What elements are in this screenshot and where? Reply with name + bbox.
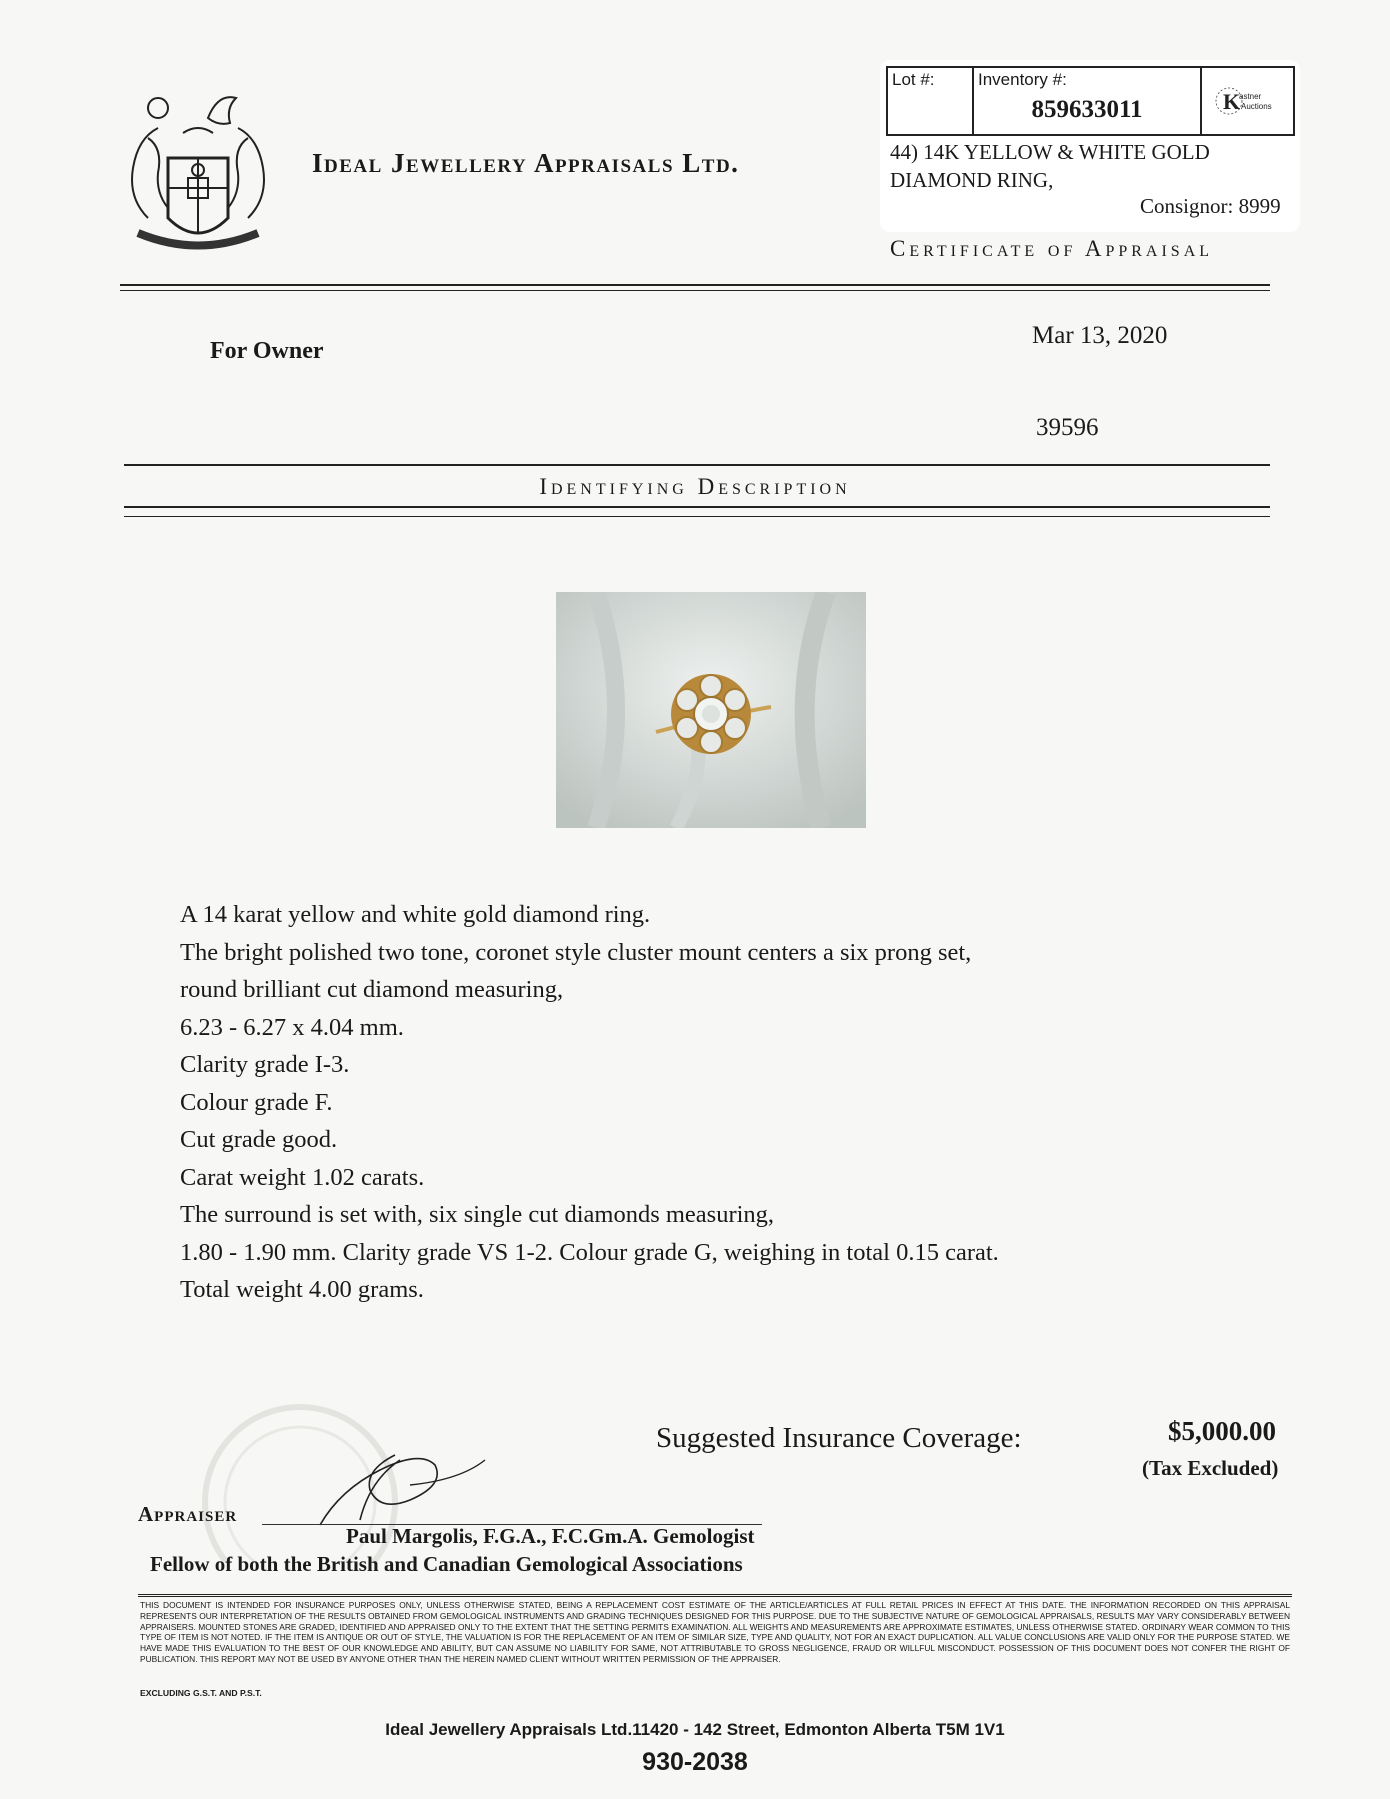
appraisal-date: Mar 13, 2020	[1032, 322, 1168, 349]
ring-photo	[556, 592, 866, 828]
description-line: A 14 karat yellow and white gold diamond ring.	[180, 901, 651, 928]
lot-item-title-line: 44) 14K YELLOW & WHITE GOLD	[890, 140, 1210, 164]
svg-text:astner: astner	[1238, 92, 1261, 101]
crest-logo	[118, 78, 278, 268]
lot-number-cell	[888, 68, 974, 134]
certificate-title: Certificate of Appraisal	[890, 236, 1214, 261]
description-line: Cut grade good.	[180, 1126, 338, 1153]
tax-exclusion: EXCLUDING G.S.T. AND P.S.T.	[140, 1688, 262, 1698]
header-rule-thin	[120, 290, 1270, 291]
footer-phone: 930-2038	[642, 1748, 748, 1776]
header-rule	[120, 284, 1270, 286]
description-line: Carat weight 1.02 carats.	[180, 1163, 425, 1191]
coverage-value: $5,000.00	[1168, 1416, 1276, 1446]
section-title: Identifying Description	[539, 474, 851, 499]
appraiser-label: Appraiser	[138, 1502, 238, 1526]
inventory-cell	[974, 68, 1202, 134]
auction-logo-cell	[1202, 68, 1293, 134]
footer-address: Ideal Jewellery Appraisals Ltd.11420 - 142 Street, Edmonton Alberta T5M 1V1	[385, 1720, 1005, 1739]
lot-box	[886, 66, 1295, 136]
lot-caption: Lot #:	[892, 70, 935, 89]
description-line: Clarity grade I-3.	[180, 1051, 350, 1078]
item-description	[180, 896, 999, 1309]
kastner-auctions-logo	[1213, 81, 1283, 121]
disclaimer-text: THIS DOCUMENT IS INTENDED FOR INSURANCE PURPOSES ONLY, UNLESS OTHERWISE STATED, BEING A REPLACEMENT COST ESTIMATE OF THE ARTICLE/ARTICLES AT FULL RETAIL PRICES IN EFFECT AT THIS DATE. THE INFORMATION RECORDED ON THIS APPRAISAL REPRESENTS OUR INTERPRETATION OF THE RESULTS OBTAINED FROM GEMOLOGICAL INSTRUMENTS AND GRADING TECHNIQUES DESIGNED FOR THIS PURPOSE. DUE TO THE SUBJECTIVE NATURE OF GEMOLOGICAL APPRAISALS, RESULTS MAY VARY CONSIDERABLY BETWEEN APPRAISERS. MOUNTED STONES ARE GRADED, IDENTIFIED AND APPRAISED ONLY TO THE EXTENT THAT THE SETTING PERMITS EXAMINATION. ALL WEIGHTS AND MEASUREMENTS ARE APPROXIMATE ESTIMATES, UNLESS OTHERWISE STATED. ORDINARY WEAR COMMON TO THIS TYPE OF ITEM IS NOT NOTED. IF THE ITEM IS ANTIQUE OR OUT OF STYLE, THE VALUATION IS FOR THE REPLACEMENT OF AN ITEM OF SIMILAR SIZE, TYPE AND QUALITY, NOT FOR AN EXACT DUPLICATION. ALL VALUE CONCLUSIONS ARE VALID ONLY FOR THE PURPOSE STATED. WE HAVE MADE THIS EVALUATION TO THE BEST OF OUR KNOWLEDGE AND ABILITY, BUT CAN ASSUME NO LIABILITY FOR SAME, NOT ATTRIBUTABLE TO GROSS NEGLIGENCE, FRAUD OR WILLFUL MISCONDUCT. POSSESSION OF THIS DOCUMENT DOES NOT CONFER THE RIGHT OF PUBLICATION. THIS REPORT MAY NOT BE USED BY ANYONE OTHER THAN THE HEREIN NAMED CLIENT WITHOUT WRITTEN PERMISSION OF THE APPRAISER.	[140, 1600, 1290, 1664]
description-line: round brilliant cut diamond measuring,	[180, 976, 564, 1003]
consignor: Consignor: 8999	[1140, 194, 1281, 218]
for-owner: For Owner	[210, 338, 324, 364]
lot-item-title-line: DIAMOND RING,	[890, 168, 1054, 192]
description-line: Total weight 4.00 grams.	[180, 1276, 424, 1303]
svg-text:K: K	[1222, 89, 1240, 114]
inventory-caption: Inventory #:	[978, 70, 1067, 89]
description-line: 6.23 - 6.27 x 4.04 mm.	[180, 1013, 404, 1041]
inventory-number: 859633011	[1031, 96, 1143, 123]
appraiser-name: Paul Margolis, F.G.A., F.C.Gm.A. Gemologist	[346, 1524, 755, 1548]
description-line: Colour grade F.	[180, 1088, 333, 1116]
description-line: 1.80 - 1.90 mm. Clarity grade VS 1-2. Colour grade G, weighing in total 0.15 carat.	[180, 1238, 999, 1266]
section-rule-top	[124, 464, 1270, 466]
description-line: The surround is set with, six single cut diamonds measuring,	[180, 1201, 775, 1228]
appraisal-number: 39596	[1036, 414, 1099, 441]
coverage-label: Suggested Insurance Coverage:	[656, 1422, 1022, 1454]
section-rule-bottom-thin	[124, 516, 1270, 517]
section-rule-bottom	[124, 506, 1270, 508]
svg-text:Auctions: Auctions	[1240, 102, 1272, 111]
description-line: The bright polished two tone, coronet style cluster mount centers a six prong set,	[180, 938, 972, 966]
lot-item-title	[890, 138, 1210, 194]
company-name: Ideal Jewellery Appraisals Ltd.	[312, 148, 740, 178]
tax-note: (Tax Excluded)	[1142, 1456, 1279, 1480]
appraiser-fellowship: Fellow of both the British and Canadian Gemological Associations	[150, 1552, 743, 1576]
